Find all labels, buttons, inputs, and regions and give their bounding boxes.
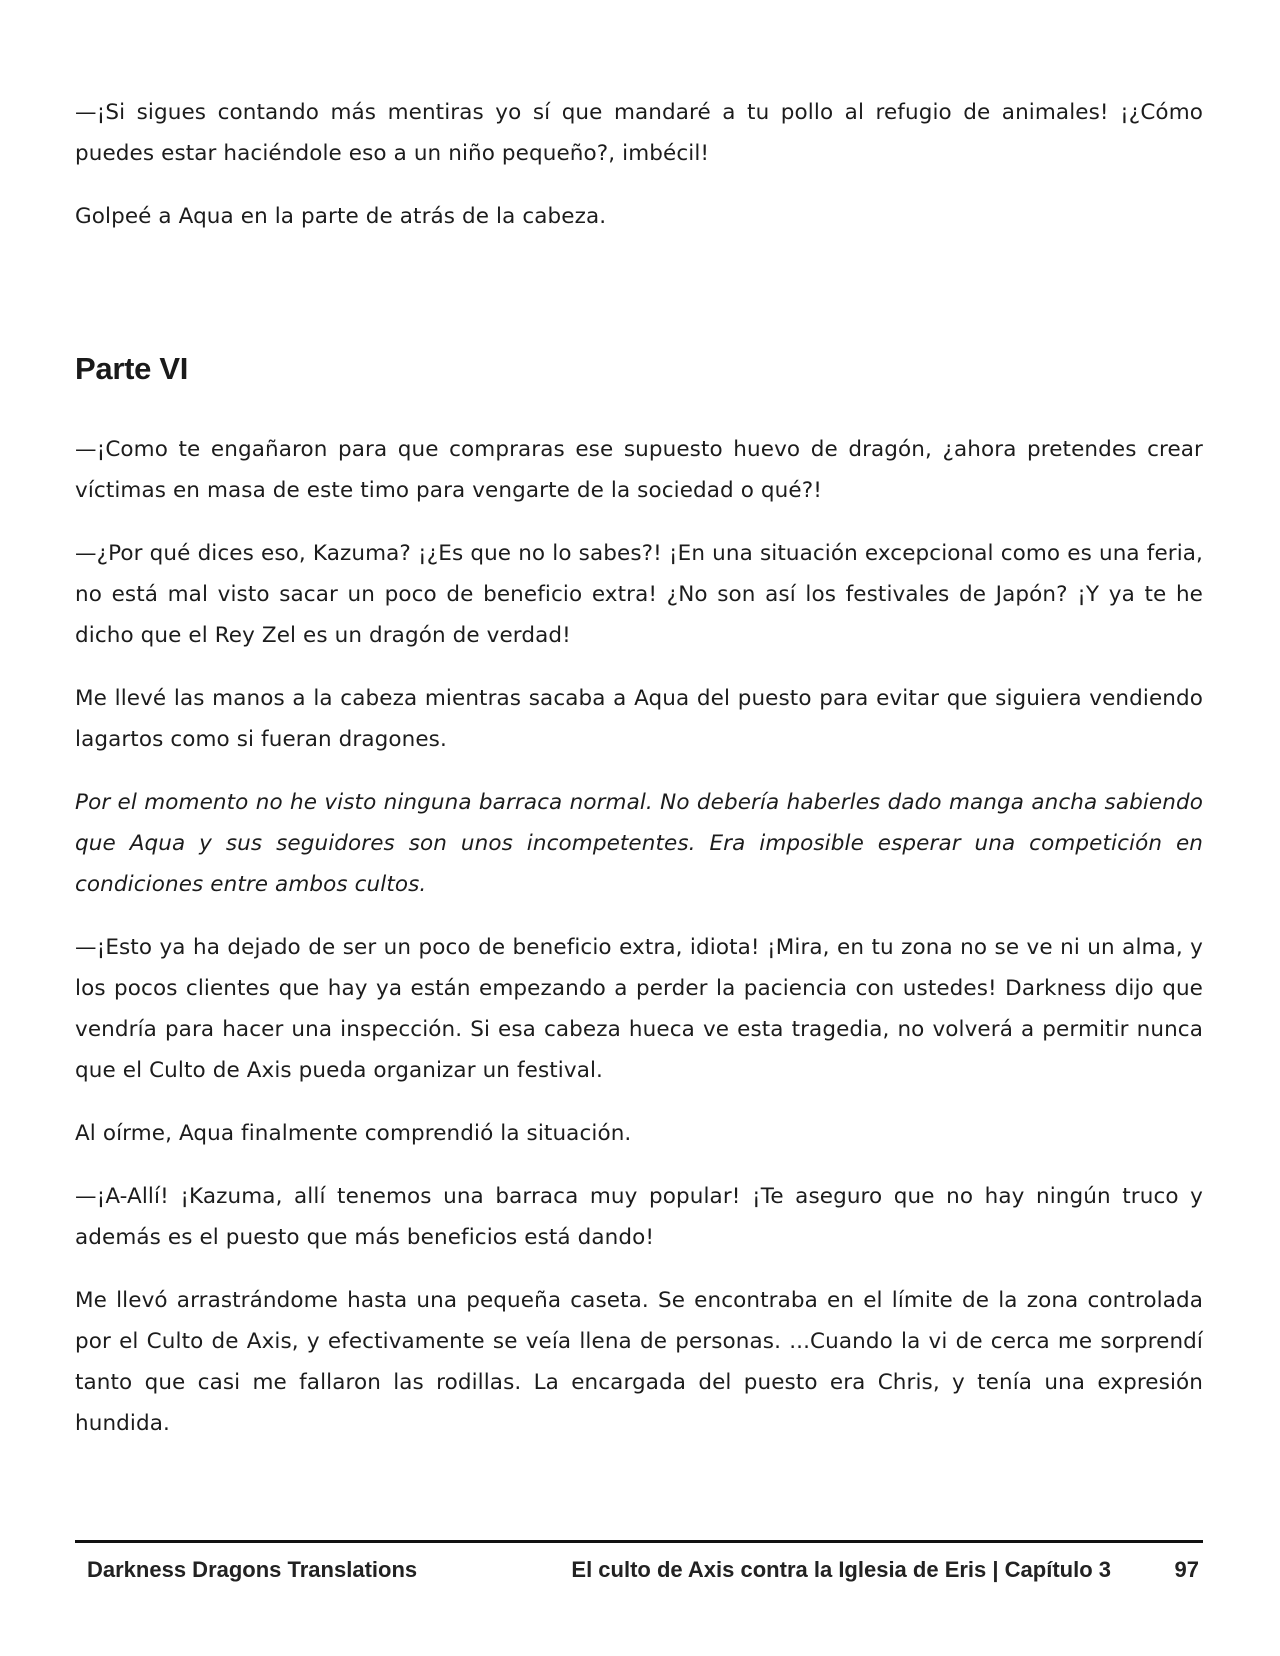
paragraph-1: —¡Si sigues contando más mentiras yo sí que mandaré a tu pollo al refugio de animales! ¡¿Cómo puedes estar haciéndole eso a un niño pequeño?, imbécil! bbox=[75, 100, 1203, 166]
paragraph-8: Al oírme, Aqua finalmente comprendió la situación. bbox=[75, 1121, 632, 1146]
paragraph-2: Golpeé a Aqua en la parte de atrás de la cabeza. bbox=[75, 204, 607, 229]
paragraph-4: —¿Por qué dices eso, Kazuma? ¡¿Es que no lo sabes?! ¡En una situación excepcional como es una feria, no está mal visto sacar un poco de beneficio extra! ¿No son así los festivales de Japón? ¡Y ya te he dicho que el Rey Zel es un dragón de verdad! bbox=[75, 541, 1203, 648]
page-footer bbox=[75, 1540, 1203, 1589]
paragraph-7: —¡Esto ya ha dejado de ser un poco de beneficio extra, idiota! ¡Mira, en tu zona no se ve ni un alma, y los pocos clientes que hay ya están empezando a perder la paciencia con ustedes! Darkness dijo que vendría para hacer una inspección. Si esa cabeza hueca ve esta tragedia, no volverá a permitir nunca que el Culto de Axis pueda organizar un festival. bbox=[75, 935, 1203, 1083]
footer-page-number: 97 bbox=[1174, 1557, 1199, 1582]
page-body bbox=[75, 92, 1203, 1466]
paragraph-3: —¡Como te engañaron para que compraras ese supuesto huevo de dragón, ¿ahora pretendes crear víctimas en masa de este timo para vengarte de la sociedad o qué?! bbox=[75, 437, 1203, 503]
paragraph-10: Me llevó arrastrándome hasta una pequeña caseta. Se encontraba en el límite de la zona controlada por el Culto de Axis, y efectivamente se veía llena de personas. ...Cuando la vi de cerca me sorprendí tanto que casi me fallaron las rodillas. La encargada del puesto era Chris, y tenía una expresión hundida. bbox=[75, 1288, 1203, 1436]
paragraph-9: —¡A-Allí! ¡Kazuma, allí tenemos una barraca muy popular! ¡Te aseguro que no hay ningún truco y además es el puesto que más beneficios está dando! bbox=[75, 1184, 1203, 1250]
paragraph-6-italic: Por el momento no he visto ninguna barraca normal. No debería haberles dado manga ancha sabiendo que Aqua y sus seguidores son unos incompetentes. Era imposible esperar una competición en condiciones entre ambos cultos. bbox=[75, 790, 1203, 897]
section-title: Parte VI bbox=[75, 351, 189, 386]
paragraph-5: Me llevé las manos a la cabeza mientras sacaba a Aqua del puesto para evitar que siguiera vendiendo lagartos como si fueran dragones. bbox=[75, 686, 1203, 752]
footer-chapter-title: El culto de Axis contra la Iglesia de Eris | Capítulo 3 bbox=[571, 1557, 1111, 1582]
footer-translator: Darkness Dragons Translations bbox=[87, 1557, 418, 1582]
